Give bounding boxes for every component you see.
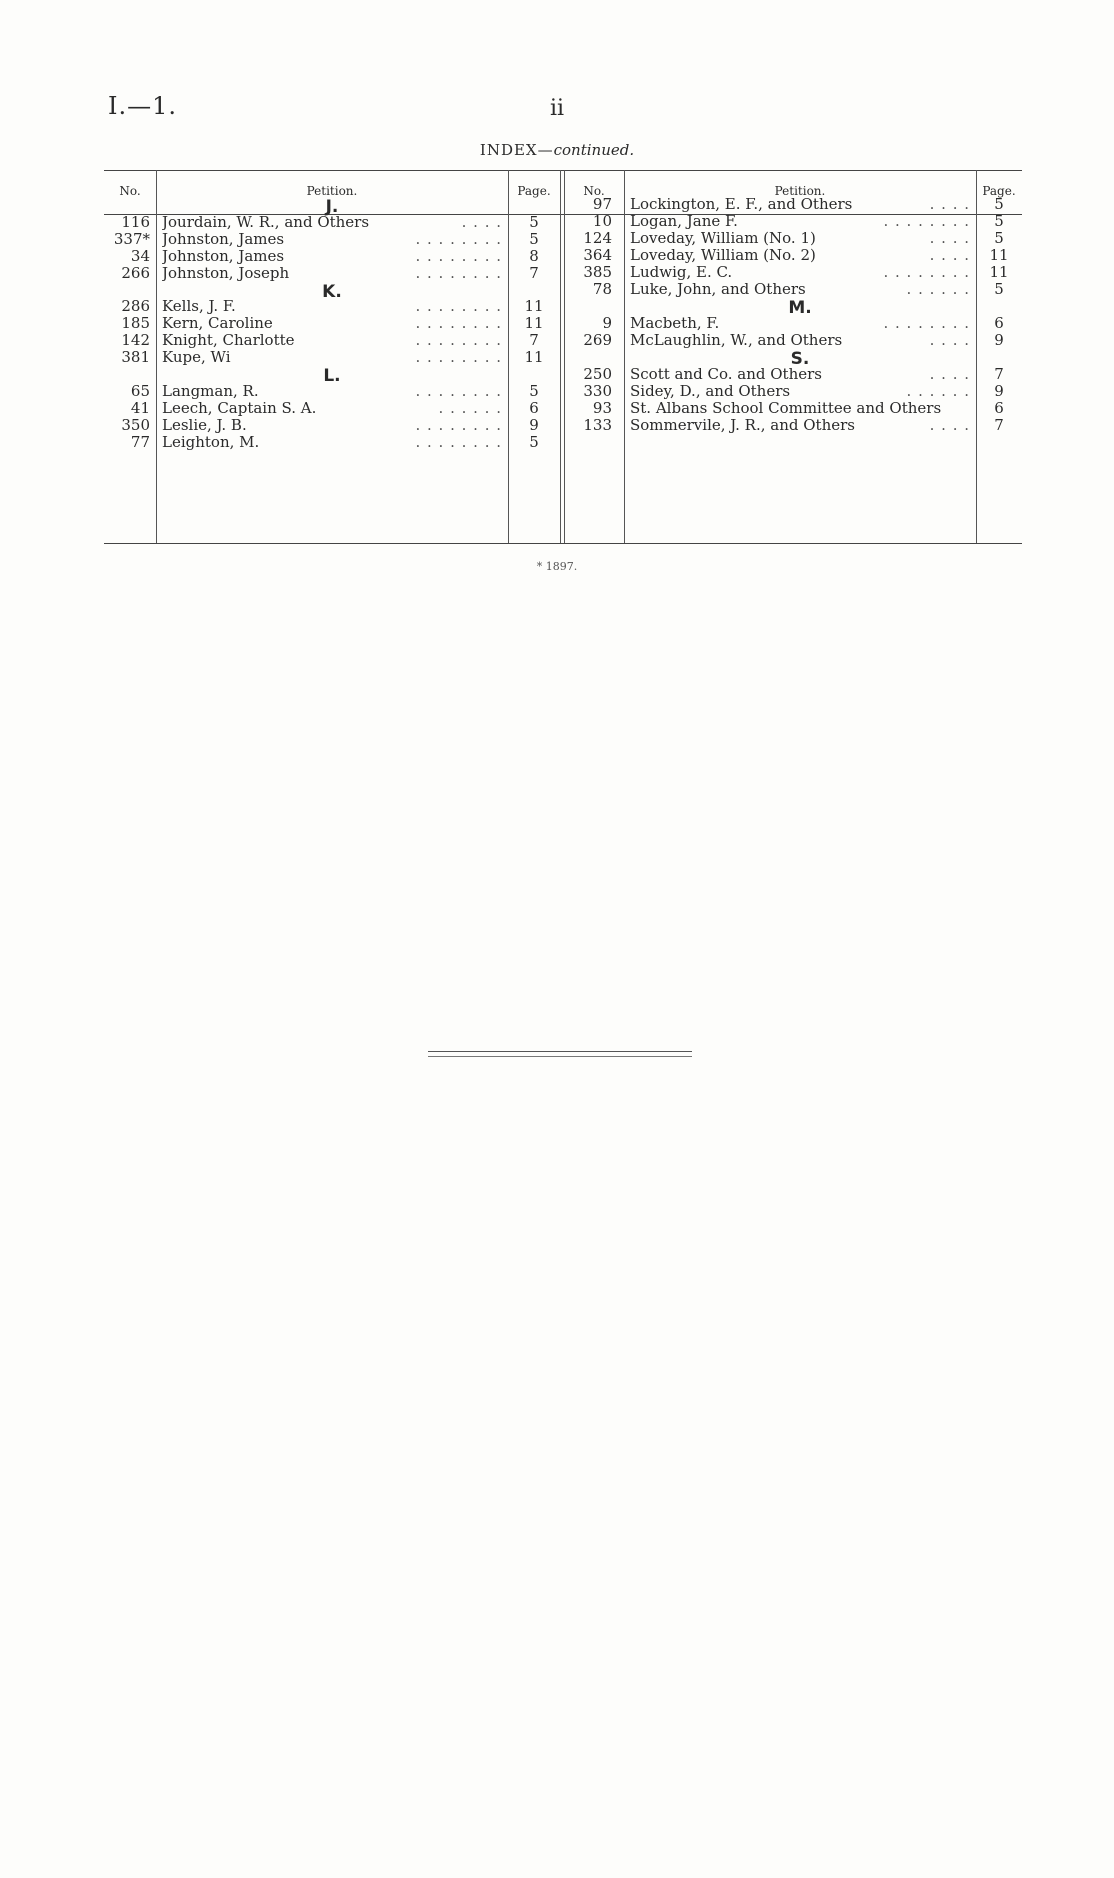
dot-leader: . . . . . . . .: [866, 315, 970, 332]
dot-leader: . . . . . . . .: [398, 248, 502, 265]
page-reference: 6: [529, 399, 539, 417]
dot-leader: . . . . . .: [889, 281, 970, 298]
petition-number: 381: [121, 348, 150, 366]
page-reference: 5: [994, 212, 1004, 230]
petitioner-name: McLaughlin, W., and Others: [630, 332, 843, 349]
dot-leader: . . . . . . . .: [398, 417, 502, 434]
dot-leader: . . . . . . . .: [398, 298, 502, 315]
dot-leader: . . . . . . . .: [866, 213, 970, 230]
petition-number: 41: [130, 399, 150, 417]
petition-number: 124: [583, 229, 612, 247]
petition-name: [630, 196, 970, 213]
petition-number: 185: [121, 314, 150, 332]
petitioner-name: Knight, Charlotte: [162, 332, 295, 349]
right-section-letter: M.: [788, 298, 812, 318]
dot-leader: . . . .: [912, 332, 970, 349]
page-reference: 6: [994, 399, 1004, 417]
petition-number: 330: [583, 382, 612, 400]
col-divider: [156, 170, 157, 543]
page-reference: 7: [529, 331, 539, 349]
title-continued: continued.: [553, 141, 635, 159]
right-header-page: Page.: [982, 184, 1016, 198]
document-reference: I.—1.: [108, 92, 178, 120]
petition-number: 78: [592, 280, 612, 298]
left-section-letter: J.: [325, 197, 339, 217]
petitioner-name: Macbeth, F.: [630, 315, 720, 332]
petition-name: [630, 332, 970, 349]
page-reference: 9: [994, 331, 1004, 349]
page-reference: 5: [529, 382, 539, 400]
petitioner-name: Leighton, M.: [162, 434, 260, 451]
page-reference: 11: [989, 263, 1009, 281]
petition-name: [162, 349, 502, 366]
petitioner-name: Ludwig, E. C.: [630, 264, 733, 281]
index-title: [0, 141, 1114, 159]
petition-name: [162, 400, 502, 417]
right-header-petition: Petition.: [774, 184, 826, 198]
dot-leader: . . . .: [912, 417, 970, 434]
left-header-petition: Petition.: [306, 184, 358, 198]
title-main: INDEX—: [479, 141, 554, 159]
petition-name: [162, 231, 502, 248]
dot-leader: . . . . . . . .: [398, 315, 502, 332]
table-bottom-rule: [104, 543, 1022, 544]
petition-name: [630, 213, 970, 230]
page-reference: 5: [994, 195, 1004, 213]
petition-number: 97: [592, 195, 612, 213]
dot-leader: . . . . . . . .: [398, 332, 502, 349]
dot-leader: . . . .: [912, 366, 970, 383]
page-number: ii: [549, 96, 565, 121]
page-reference: 11: [524, 314, 544, 332]
table-top-rule: [104, 170, 1022, 171]
page-reference: 5: [994, 280, 1004, 298]
separator-rule: [428, 1051, 692, 1052]
petitioner-name: Logan, Jane F.: [630, 213, 738, 230]
page-reference: 7: [994, 416, 1004, 434]
dot-leader: . . . .: [912, 230, 970, 247]
petition-name: [162, 214, 502, 231]
page-reference: 11: [989, 246, 1009, 264]
footnote: * 1897.: [536, 560, 578, 573]
petition-number: 34: [130, 247, 150, 265]
dot-leader: . . . . . . . .: [398, 231, 502, 248]
petitioner-name: Sidey, D., and Others: [630, 383, 791, 400]
petition-number: 286: [121, 297, 150, 315]
petition-name: [630, 366, 970, 383]
petition-number: 10: [592, 212, 612, 230]
petition-number: 9: [602, 314, 612, 332]
page-reference: 5: [529, 230, 539, 248]
page-reference: 11: [524, 348, 544, 366]
left-section-letter: L.: [323, 366, 341, 386]
page-reference: 11: [524, 297, 544, 315]
petition-name: [630, 315, 970, 332]
petitioner-name: Johnston, James: [162, 248, 285, 265]
page-reference: 5: [529, 213, 539, 231]
right-header-no: No.: [583, 184, 605, 198]
page-reference: 7: [994, 365, 1004, 383]
petition-number: 266: [121, 264, 150, 282]
petition-number: 250: [583, 365, 612, 383]
left-header-no: No.: [119, 184, 141, 198]
col-divider: [508, 170, 509, 543]
dot-leader: . . . . . .: [889, 383, 970, 400]
petitioner-name: Jourdain, W. R., and Others: [162, 214, 370, 231]
dot-leader: . . . . . . . .: [398, 434, 502, 451]
petitioner-name: Luke, John, and Others: [630, 281, 806, 298]
dot-leader: . . . . . . . .: [398, 383, 502, 400]
petitioner-name: Lockington, E. F., and Others: [630, 196, 853, 213]
dot-leader: . . . .: [912, 247, 970, 264]
dot-leader: . . . . . .: [421, 400, 502, 417]
petitioner-name: Leech, Captain S. A.: [162, 400, 317, 417]
col-divider: [560, 170, 561, 543]
dot-leader: . . . . . . . .: [398, 265, 502, 282]
page-reference: 8: [529, 247, 539, 265]
petitioner-name: Loveday, William (No. 1): [630, 230, 816, 247]
petition-name: [162, 265, 502, 282]
petition-number: 385: [583, 263, 612, 281]
petition-name: [630, 247, 970, 264]
petition-number: 142: [121, 331, 150, 349]
petitioner-name: Kupe, Wi: [162, 349, 231, 366]
petition-number: 337*: [113, 230, 150, 248]
petition-name: [630, 417, 970, 434]
petition-name: [630, 230, 970, 247]
petitioner-name: Kells, J. F.: [162, 298, 236, 315]
page-reference: 7: [529, 264, 539, 282]
petition-number: 65: [130, 382, 150, 400]
petitioner-name: Johnston, Joseph: [162, 265, 290, 282]
petition-name: [630, 281, 970, 298]
petition-number: 350: [121, 416, 150, 434]
petitioner-name: Kern, Caroline: [162, 315, 273, 332]
dot-leader: . . . .: [444, 214, 502, 231]
dot-leader: . . . . . . . .: [866, 264, 970, 281]
petitioner-name: Johnston, James: [162, 231, 285, 248]
petition-number: 364: [583, 246, 612, 264]
petition-number: 93: [592, 399, 612, 417]
page-reference: 6: [994, 314, 1004, 332]
index-table: [104, 170, 1022, 548]
petition-number: 133: [583, 416, 612, 434]
col-divider: [976, 170, 977, 543]
left-header-page: Page.: [517, 184, 551, 198]
page-reference: 9: [529, 416, 539, 434]
petition-name: [162, 298, 502, 315]
petitioner-name: Loveday, William (No. 2): [630, 247, 816, 264]
petition-name: [630, 383, 970, 400]
petitioner-name: Leslie, J. B.: [162, 417, 247, 434]
petition-name: [630, 400, 970, 417]
separator-rule: [428, 1056, 692, 1057]
petition-name: [162, 434, 502, 451]
dot-leader: . . . .: [912, 196, 970, 213]
petitioner-name: Sommervile, J. R., and Others: [630, 417, 855, 434]
petition-name: [162, 332, 502, 349]
petition-name: [630, 264, 970, 281]
petition-number: 77: [130, 433, 150, 451]
left-section-letter: K.: [322, 282, 342, 302]
petition-number: 269: [583, 331, 612, 349]
page-reference: 5: [994, 229, 1004, 247]
petition-name: [162, 315, 502, 332]
petitioner-name: St. Albans School Committee and Others: [630, 400, 942, 417]
page-reference: 9: [994, 382, 1004, 400]
dot-leader: . . . . . . . .: [398, 349, 502, 366]
petition-number: 116: [121, 213, 150, 231]
petitioner-name: Scott and Co. and Others: [630, 366, 822, 383]
petition-name: [162, 383, 502, 400]
col-divider: [564, 170, 565, 543]
petitioner-name: Langman, R.: [162, 383, 259, 400]
petition-name: [162, 248, 502, 265]
page-reference: 5: [529, 433, 539, 451]
right-section-letter: S.: [790, 349, 810, 369]
petition-name: [162, 417, 502, 434]
